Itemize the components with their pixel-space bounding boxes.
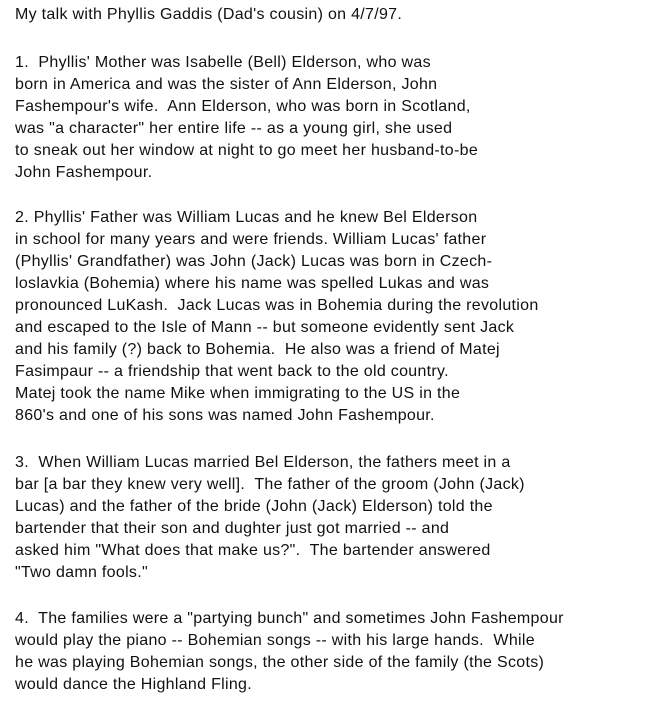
paragraph-line: to sneak out her window at night to go meet her husband-to-be [15, 142, 479, 159]
paragraph-line: bartender that their son and dughter just got married -- and [15, 520, 450, 537]
paragraph-line: bar [a bar they knew very well]. The father of the groom (John (Jack) [15, 476, 525, 493]
paragraph-line: 3. When William Lucas married Bel Elderson, the fathers meet in a [15, 454, 511, 471]
paragraph-line: John Fashempour. [15, 164, 153, 181]
paragraph-line: and escaped to the Isle of Mann -- but someone evidently sent Jack [15, 319, 515, 336]
paragraph-line: would play the piano -- Bohemian songs -- with his large hands. While [15, 632, 535, 649]
paragraph-line: in school for many years and were friends. William Lucas' father [15, 231, 487, 248]
paragraph-line: Fasimpaur -- a friendship that went back to the old country. [15, 363, 449, 380]
paragraph-line: loslavkia (Bohemia) where his name was spelled Lukas and was [15, 275, 490, 292]
paragraph-line: pronounced LuKash. Jack Lucas was in Bohemia during the revolution [15, 297, 539, 314]
document-title: My talk with Phyllis Gaddis (Dad's cousin) on 4/7/97. [15, 6, 403, 23]
paragraph-line: 1. Phyllis' Mother was Isabelle (Bell) Elderson, who was [15, 54, 431, 71]
paragraph-line: he was playing Bohemian songs, the other side of the family (the Scots) [15, 654, 545, 671]
paragraph-line: Lucas) and the father of the bride (John (Jack) Elderson) told the [15, 498, 493, 515]
paragraph-line: was "a character" her entire life -- as a young girl, she used [15, 120, 453, 137]
paragraph-line: would dance the Highland Fling. [15, 676, 253, 693]
paragraph-line: 2. Phyllis' Father was William Lucas and he knew Bel Elderson [15, 209, 478, 226]
paragraph-line: Matej took the name Mike when immigrating to the US in the [15, 385, 461, 402]
paragraph-line: Fashempour's wife. Ann Elderson, who was born in Scotland, [15, 98, 471, 115]
paragraph-line: "Two damn fools." [15, 564, 148, 581]
paragraph-line: 860's and one of his sons was named John Fashempour. [15, 407, 435, 424]
paragraph-line: 4. The families were a "partying bunch" and sometimes John Fashempour [15, 610, 564, 627]
paragraph-line: born in America and was the sister of Ann Elderson, John [15, 76, 438, 93]
paragraph-line: and his family (?) back to Bohemia. He also was a friend of Matej [15, 341, 500, 358]
paragraph-line: (Phyllis' Grandfather) was John (Jack) Lucas was born in Czech- [15, 253, 493, 270]
paragraph-line: asked him "What does that make us?". The bartender answered [15, 542, 491, 559]
